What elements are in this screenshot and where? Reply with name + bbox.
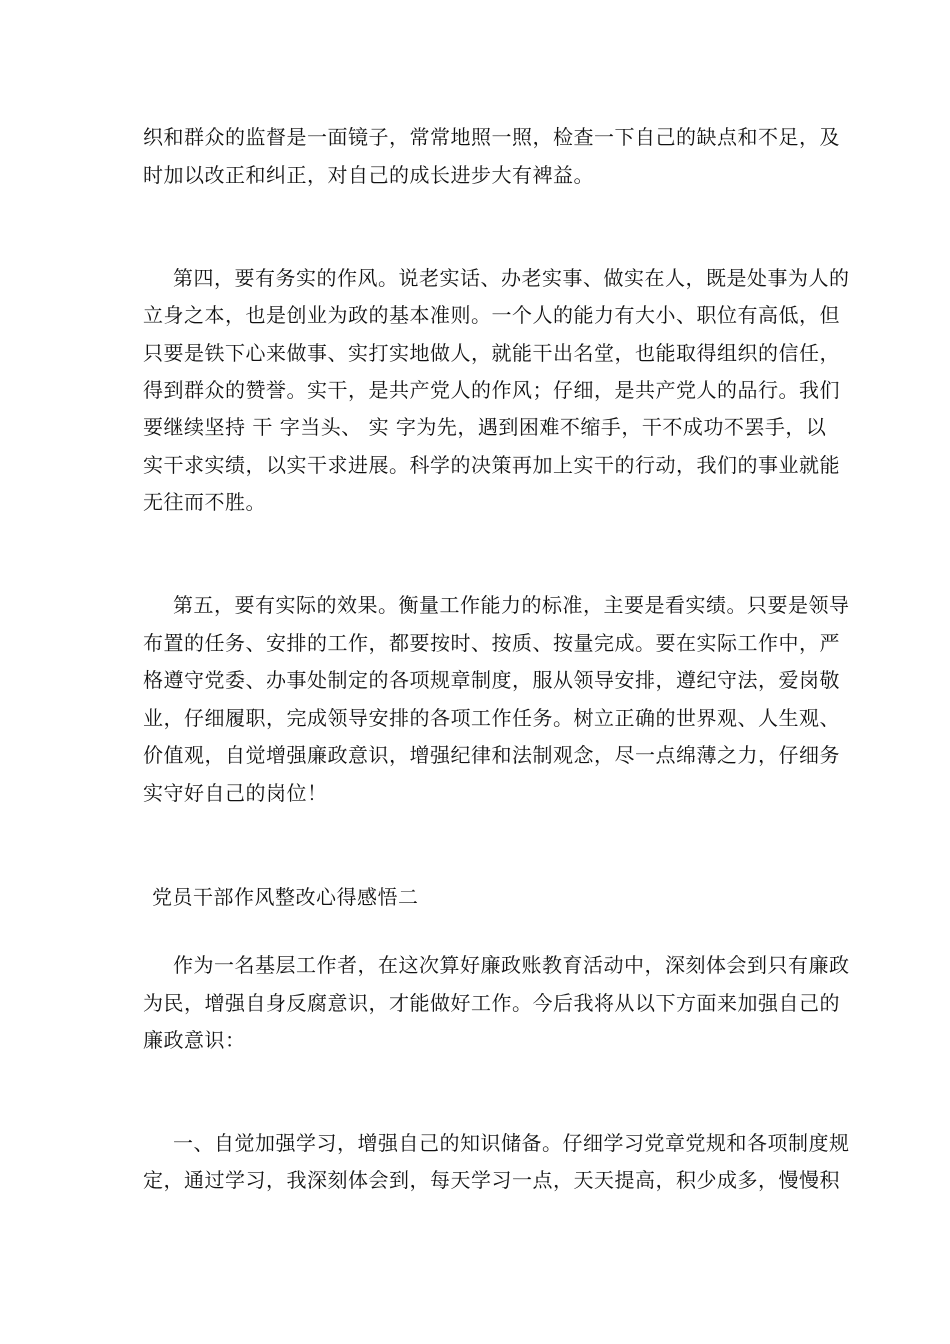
paragraph-line: 立身之本，也是创业为政的基本准则。一个人的能力有大小、职位有高低，但 [143,303,840,327]
paragraph-line: 实守好自己的岗位！ [143,781,328,805]
paragraph-line: 布置的任务、安排的工作，都要按时、按质、按量完成。要在实际工作中，严 [143,631,840,655]
paragraph-line: 得到群众的赞誉。实干，是共产党人的作风；仔细，是共产党人的品行。我们 [143,378,840,402]
paragraph-line: 廉政意识： [143,1028,246,1052]
paragraph-line: 实干求实绩，以实干求进展。科学的决策再加上实干的行动，我们的事业就能 [143,453,840,477]
paragraph-line: 织和群众的监督是一面镜子，常常地照一照，检查一下自己的缺点和不足，及 [143,125,840,149]
paragraph-line: 无往而不胜。 [143,490,266,514]
paragraph-line: 价值观，自觉增强廉政意识，增强纪律和法制观念，尽一点绵薄之力，仔细务 [143,743,840,767]
paragraph-line: 业，仔细履职，完成领导安排的各项工作任务。树立正确的世界观、人生观、 [143,706,840,730]
paragraph-line: 要继续坚持 干 字当头、 实 字为先，遇到困难不缩手，干不成功不罢手，以 [143,415,827,439]
paragraph-line: 定，通过学习，我深刻体会到，每天学习一点，天天提高，积少成多，慢慢积 [143,1168,840,1192]
paragraph-line: 作为一名基层工作者，在这次算好廉政账教育活动中，深刻体会到只有廉政 [173,953,850,977]
paragraph-line: 为民，增强自身反腐意识，才能做好工作。今后我将从以下方面来加强自己的 [143,991,840,1015]
section-heading: 党员干部作风整改心得感悟二 [152,885,419,909]
paragraph-line: 一、自觉加强学习，增强自己的知识储备。仔细学习党章党规和各项制度规 [173,1131,850,1155]
paragraph-line: 第五，要有实际的效果。衡量工作能力的标准，主要是看实绩。只要是领导 [173,593,850,617]
paragraph-line: 时加以改正和纠正，对自己的成长进步大有裨益。 [143,163,594,187]
paragraph-line: 第四，要有务实的作风。说老实话、办老实事、做实在人，既是处事为人的 [173,266,850,290]
paragraph-line: 格遵守党委、办事处制定的各项规章制度，服从领导安排，遵纪守法，爱岗敬 [143,668,840,692]
paragraph-line: 只要是铁下心来做事、实打实地做人，就能干出名堂，也能取得组织的信任， [143,341,840,365]
